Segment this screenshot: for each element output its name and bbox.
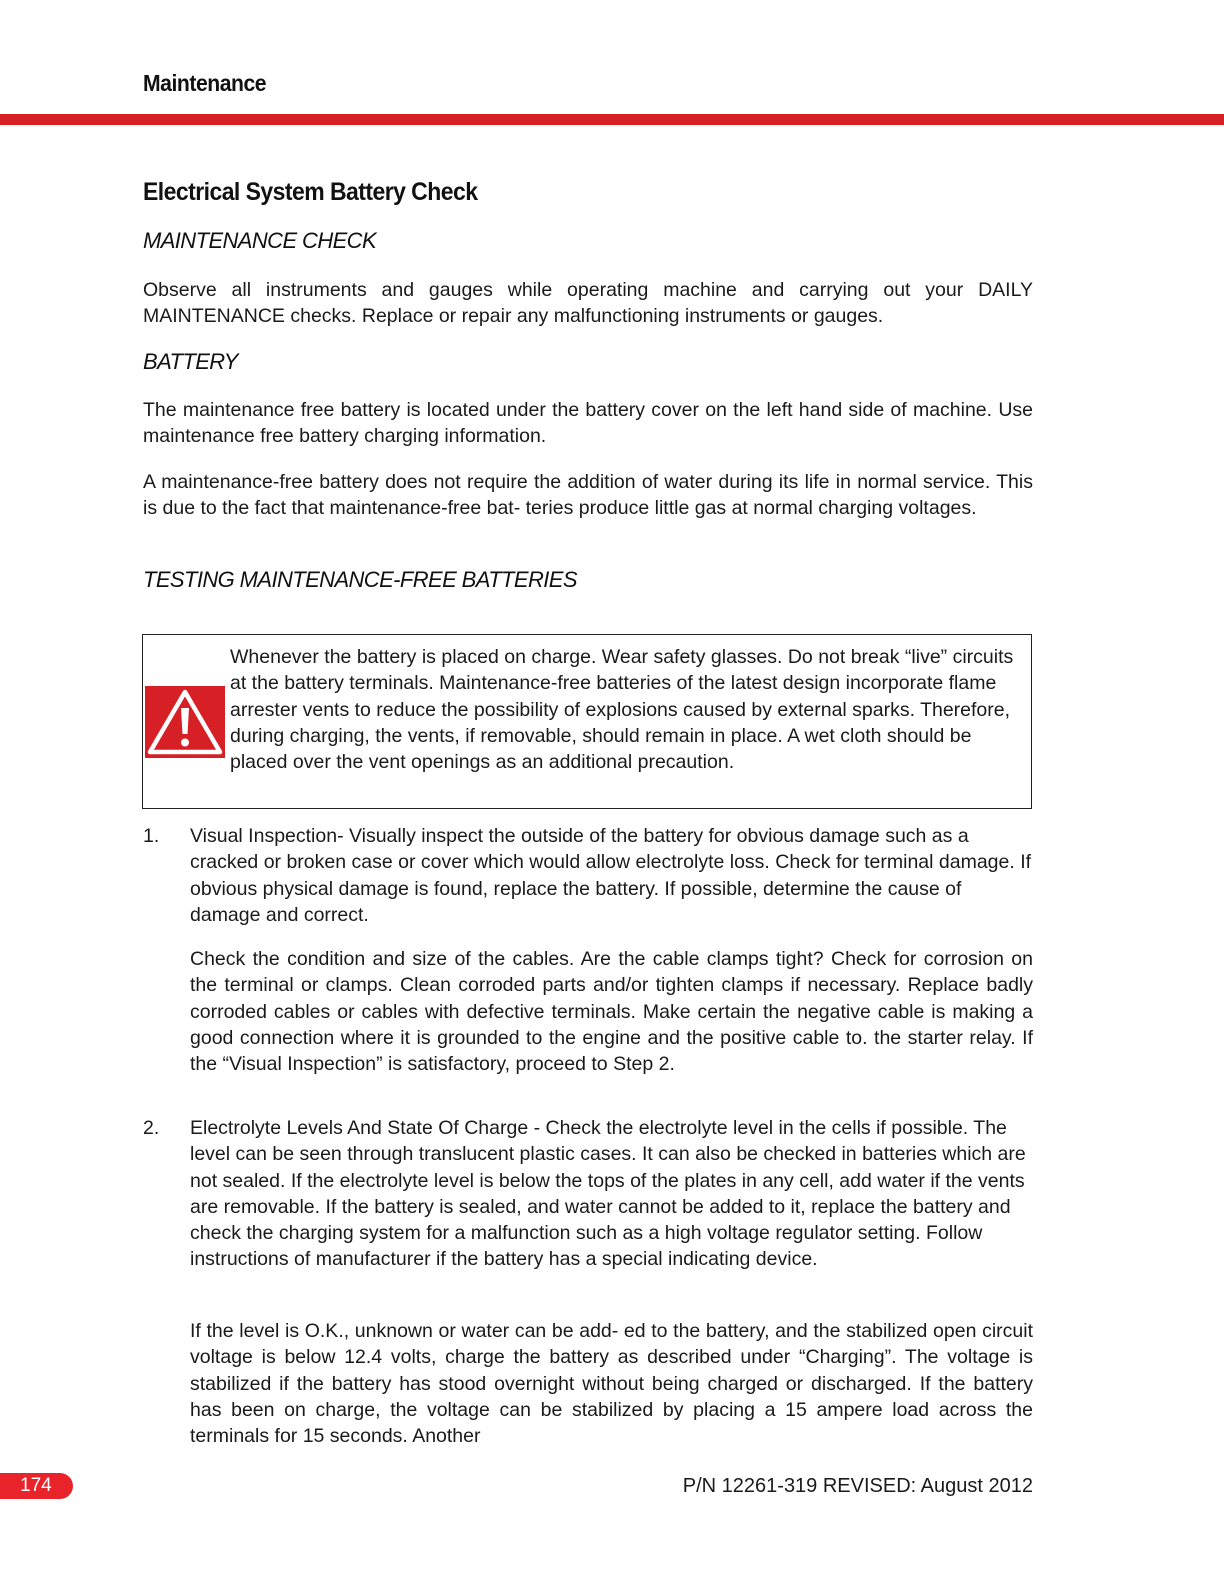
- step-1-followup: Check the condition and size of the cables. Are the cable clamps tight? Check for corrosion on the terminal or clamps. Clean corroded parts and/or tighten clamps if necessary. Replace badly corroded cables or cables with defective terminals. Make certain the negative cable is making a good connection where it is grounded to the engine and the positive cable to. the starter relay. If the “Visual Inspection” is satisfactory, proceed to Step 2.: [190, 948, 1033, 1076]
- battery-paragraph-1: The maintenance free battery is located under the battery cover on the left hand side of machine. Use maintenance free battery charging information.: [143, 399, 1033, 448]
- step-2-number: 2.: [143, 1117, 160, 1139]
- step-2-text: Electrolyte Levels And State Of Charge - Check the electrolyte level in the cells if possible. The level can be seen through translucent plastic cases. It can also be checked in batteries which are not sealed. If the electrolyte level is below the tops of the plates in any cell, add water if the vents are removable. If the battery is sealed, and water cannot be added to it, replace the battery and check the charging system for a malfunction such as a high voltage regulator setting. Follow instructions of manufacturer if the battery has a special indicating device.: [190, 1117, 1026, 1271]
- battery-heading: BATTERY: [143, 349, 238, 374]
- maintenance-check-heading: MAINTENANCE CHECK: [143, 228, 377, 253]
- step-1-text: Visual Inspection- Visually inspect the outside of the battery for obvious damage such as a cracked or broken case or cover which would allow electrolyte loss. Check for terminal damage. If obvious physical damage is found, replace the battery. If possible, determine the cause of damage and correct.: [190, 825, 1032, 926]
- step-1-number: 1.: [143, 825, 160, 847]
- page-number: 174: [20, 1475, 52, 1496]
- footer-part-number: P/N 12261-319 REVISED: August 2012: [682, 1475, 1033, 1497]
- header-title: Maintenance: [143, 70, 267, 96]
- header-rule: [0, 114, 1224, 125]
- step-2-followup: If the level is O.K., unknown or water can be add- ed to the battery, and the stabilized open circuit voltage is below 12.4 volts, charge the battery as described under “Charging”. The voltage is stabilized if the battery has stood overnight without being charged or discharged. If the battery has been on charge, the voltage can be stabilized by placing a 15 ampere load across the terminals for 15 seconds. Another: [190, 1320, 1033, 1448]
- section-title: Electrical System Battery Check: [143, 178, 478, 206]
- battery-paragraph-2: A maintenance-free battery does not require the addition of water during its life in normal service. This is due to the fact that maintenance-free bat- teries produce little gas at normal charging voltages.: [143, 471, 1033, 520]
- testing-heading: TESTING MAINTENANCE-FREE BATTERIES: [143, 567, 577, 592]
- warning-text: Whenever the battery is placed on charge. Wear safety glasses. Do not break “live” circuits at the battery terminals. Maintenance-free batteries of the latest design incorporate flame arrester vents to reduce the possibility of explosions caused by external sparks. Therefore, during charging, the vents, if removable, should remain in place. A wet cloth should be placed over the vent openings as an additional precaution.: [230, 646, 1014, 774]
- warning-triangle-icon: [145, 686, 225, 758]
- warning-box: [142, 634, 1032, 809]
- maintenance-check-text: Observe all instruments and gauges while operating machine and carrying out your DAILY MAINTENANCE checks. Replace or repair any malfunctioning instruments or gauges.: [143, 279, 1033, 328]
